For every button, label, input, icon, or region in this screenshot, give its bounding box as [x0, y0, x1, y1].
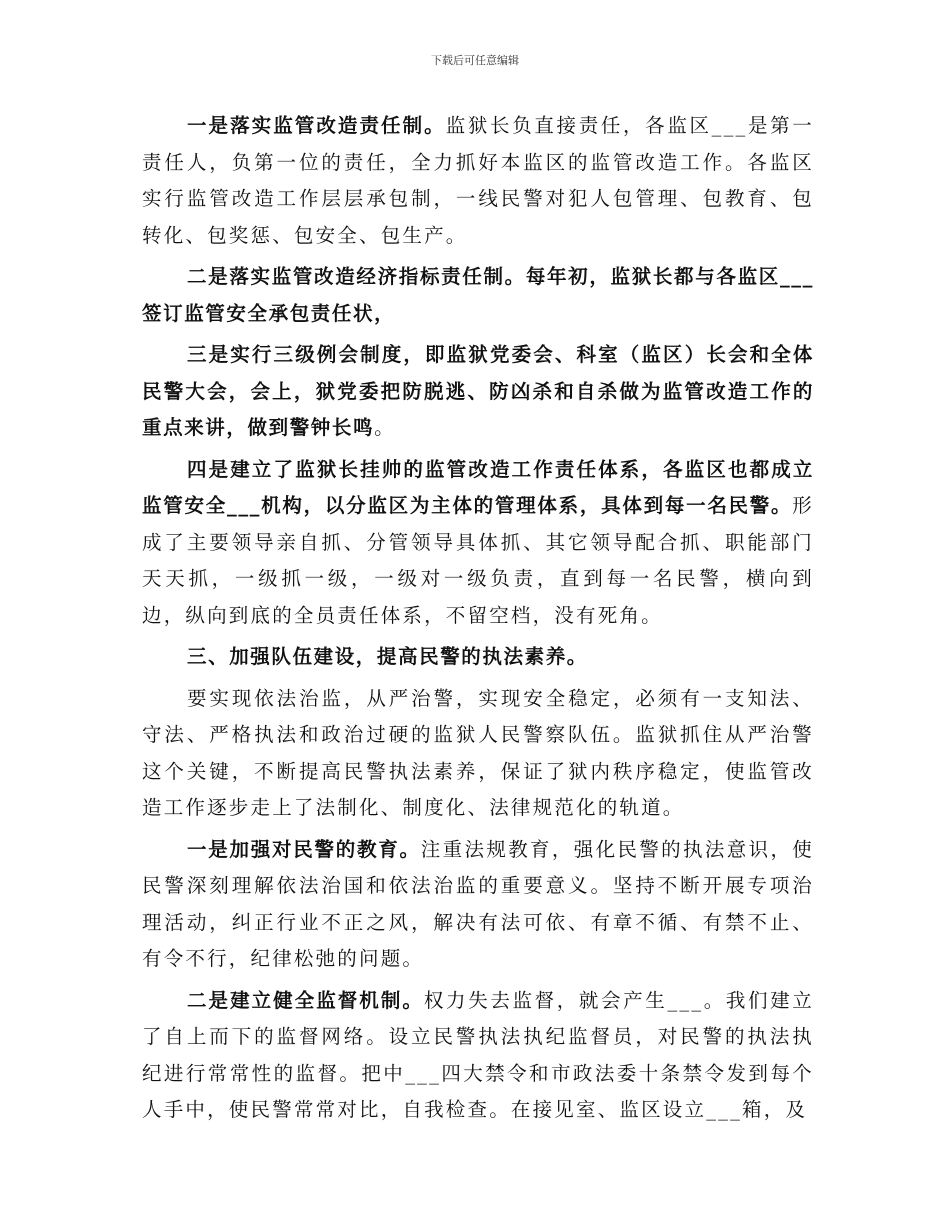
paragraph-8	[142, 983, 814, 1129]
paragraph-7-text: 注重法规教育，强化民警的执法意识，使民警深刻理解依法治国和依法治监的重要意义。坚持不断开展专项治理活动，纠正行业不正之风，解决有法可依、有章不循、有禁不止、有令不行，纪律松弛的问题。	[142, 837, 814, 970]
paragraph-4-heading: 四是建立了监狱长挂帅的监管改造工作责任体系，各监区也都成立监管安全___机构，以分监区为主体的管理体系，具体到每一名民警。	[142, 457, 814, 517]
section-heading-text: 三、加强队伍建设，提高民警的执法素养。	[187, 645, 588, 668]
paragraph-7	[142, 832, 814, 978]
paragraph-6	[142, 681, 814, 827]
paragraph-7-heading: 一是加强对民警的教育。	[187, 837, 421, 861]
paragraph-1-text: 监狱长负直接责任，各监区___是第一责任人，负第一位的责任，全力抓好本监区的监管改造工作。各监区实行监管改造工作层层承包制，一线民警对犯人包管理、包教育、包转化、包奖惩、包安全、包生产。	[142, 114, 814, 247]
paragraph-4-text: 形成了主要领导亲自抓、分管领导具体抓、其它领导配合抓、职能部门天天抓，一级抓一级，一级对一级负责，直到每一名民警，横向到边，纵向到底的全员责任体系，不留空档，没有死角。	[142, 494, 814, 627]
paragraph-2-heading: 二是落实监管改造经济指标责任制。每年初，监狱长都与各监区___签订监管安全承包责任状，	[142, 265, 814, 325]
paragraph-1	[142, 108, 814, 254]
paragraph-4	[142, 452, 814, 635]
paragraph-3-text: 。	[374, 416, 396, 439]
document-body	[142, 108, 814, 1134]
paragraph-8-text: 权力失去监督，就会产生___。我们建立了自上而下的监督网络。设立民警执法执纪监督员，对民警的执法执纪进行常常性的监督。把中___四大禁令和市政法委十条禁令发到每个人手中，使民警常常对比，自我检查。在接见室、监区设立___箱，及	[142, 988, 814, 1121]
paragraph-8-heading: 二是建立健全监督机制。	[187, 988, 424, 1012]
paragraph-3-heading: 三是实行三级例会制度，即监狱党委会、科室（监区）长会和全体民警大会，会上，狱党委把防脱逃、防凶杀和自杀做为监管改造工作的重点来讲，做到警钟长鸣	[142, 343, 814, 439]
paragraph-6-text: 要实现依法治监，从严治警，实现安全稳定，必须有一支知法、守法、严格执法和政治过硬的监狱人民警察队伍。监狱抓住从严治警这个关键，不断提高民警执法素养，保证了狱内秩序稳定，使监管改造工作逐步走上了法制化、制度化、法律规范化的轨道。	[142, 686, 814, 819]
paragraph-1-heading: 一是落实监管改造责任制。	[187, 114, 446, 137]
page-header: 下载后可任意编辑	[431, 54, 519, 67]
section-heading	[142, 639, 814, 676]
paragraph-2	[142, 259, 814, 332]
paragraph-3	[142, 337, 814, 447]
